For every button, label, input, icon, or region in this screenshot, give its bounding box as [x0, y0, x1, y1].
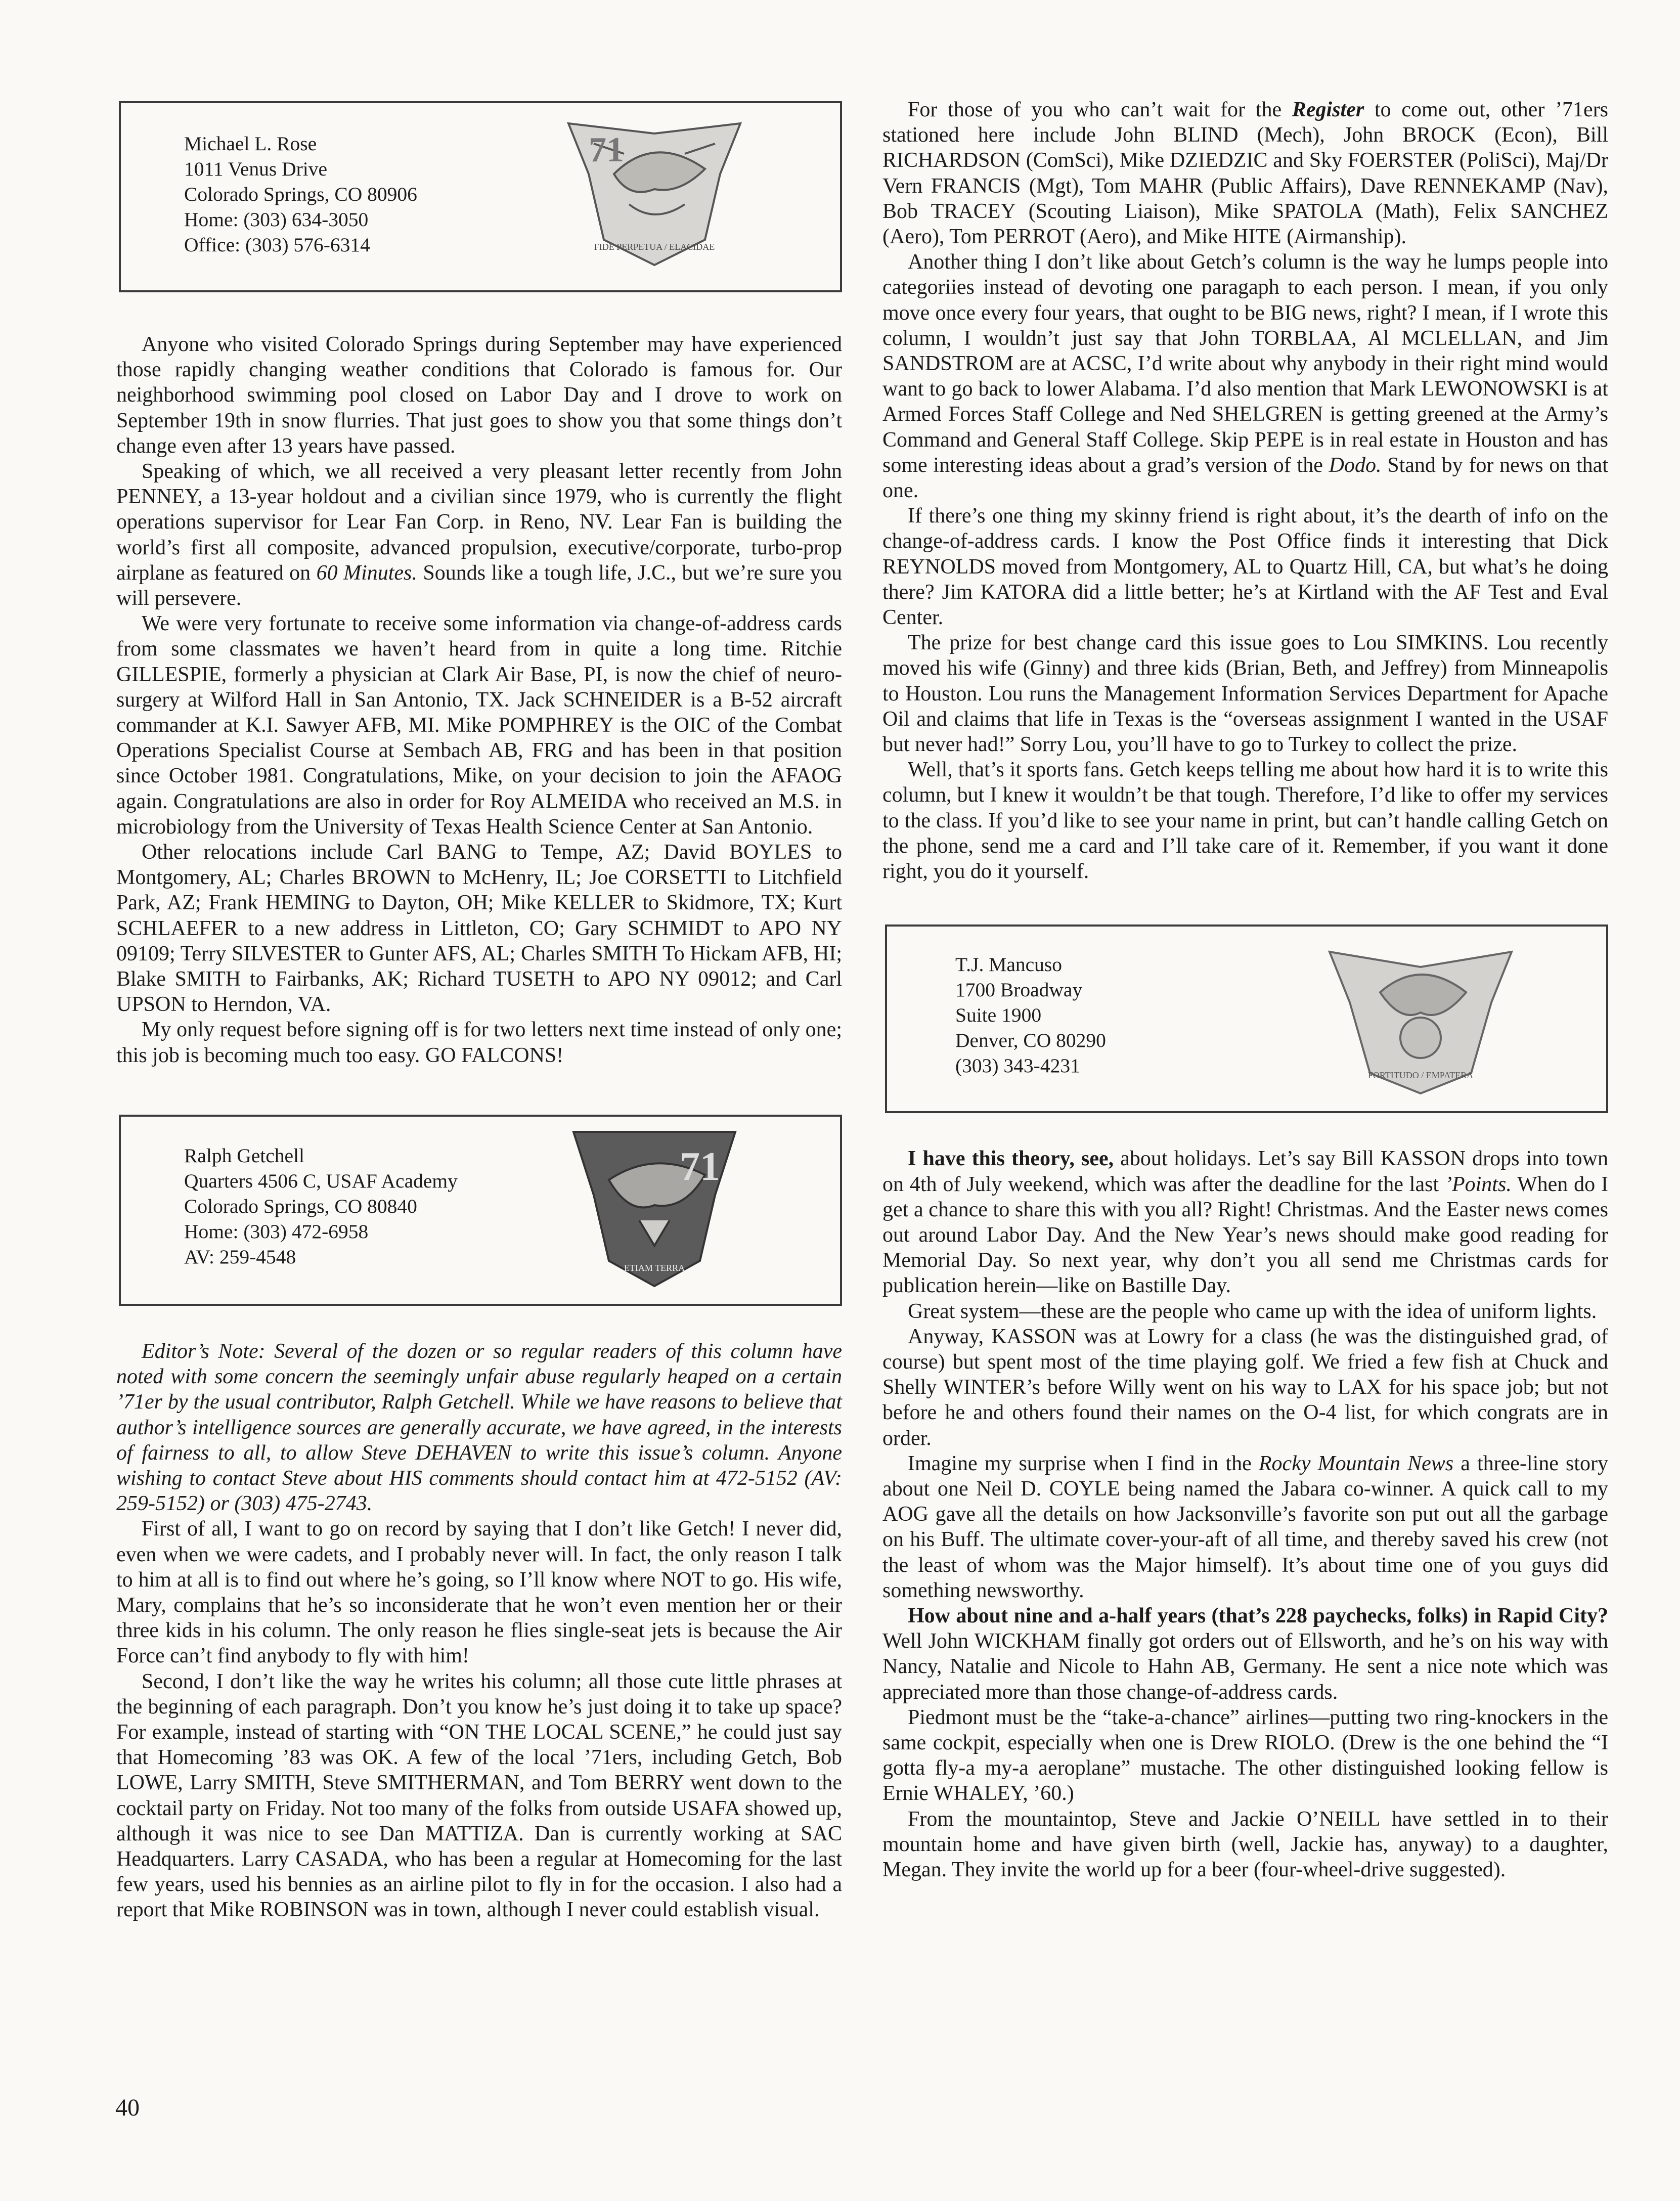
paragraph: Anyone who visited Colorado Springs during September may have experienced those rapidly changing weather conditions that Colorado is famous for. Our neighborhood swimming pool closed on Labor Day and I drove to work on September 19th in snow flurries. That just goes to show you that some things don’t change even after 13 years have passed.	[116, 333, 842, 458]
address-line: Colorado Springs, CO 80840	[184, 1195, 417, 1217]
paragraph: For those of you who can’t wait for the Register to come out, other ’71ers stationed here include John BLIND (Mech), John BROCK (Econ), Bill RICHARDSON (ComSci), Mike DZIEDZIC and Sky FOERSTER (PoliSci), Maj/Dr Vern FRANCIS (Mgt), Tom MAHR (Public Affairs), Dave RENNEKAMP (Nav), Bob TRACEY (Scouting Liaison), Mike SPATOLA (Math), Felix SANCHEZ (Aero), Tom PERROT (Aero), and Mike HITE (Airmanship).	[882, 98, 1609, 249]
address-line: Colorado Springs, CO 80906	[184, 183, 417, 205]
crest-motto: FORTITUDO / EMPATERA	[1367, 1070, 1474, 1081]
paragraph: The prize for best change card this issue goes to Lou SIMKINS. Lou recently moved his wife (Ginny) and three kids (Brian, Beth, and Jeffrey) from Minneapolis to Houston. Lou runs the Management Information Services Department for Apache Oil and claims that life in Texas is the “overseas assignment I wanted in the USAF but never had!” Sorry Lou, you’ll have to go to Turkey to collect the prize.	[882, 631, 1608, 757]
paragraph: Piedmont must be the “take-a-chance” airlines—putting two ring-knockers in the same cockpit, especially when one is Drew RIOLO. (Drew is the one behind the “I gotta fly-a my-a aeroplane” mustache. The other distinguished looking fellow is Ernie WHALEY, ’60.)	[882, 1705, 1608, 1806]
paragraph: Anyway, KASSON was at Lowry for a class (he was the distinguished grad, of course) but spent most of the time playing golf. We fried a few fish at Chuck and Shelly WINTER’s before Willy went on his way to LAX for his space job; but not before he and others found their names on the O-4 list, for which congrats are in order.	[882, 1325, 1608, 1450]
address-line: Denver, CO 80290	[955, 1029, 1106, 1052]
paragraph: From the mountaintop, Steve and Jackie O’NEILL have settled in to their mountain home and have given birth (well, Jackie has, anyway) to a daughter, Megan. They invite the world up for a beer (four-wheel-drive suggested).	[882, 1807, 1608, 1881]
address-line: Ralph Getchell	[184, 1144, 305, 1167]
address-mancuso	[955, 952, 1106, 1078]
page-number: 40	[115, 2094, 140, 2121]
paragraph: Second, I don’t like the way he writes his column; all those cute little phrases at the beginning of each paragraph. Don’t you know he’s just doing it to take up space? For example, instead of starting with “ON THE LOCAL SCENE,” he could just say that Homecoming ’83 was OK. A few of the local ’71ers, including Getch, Bob LOWE, Larry SMITH, Steve SMITHERMAN, and Tom BERRY went down to the cocktail party on Friday. Not too many of the folks from outside USAFA showed up, although it was nice to see Dan MATTIZA. Dan is currently working at SAC Headquarters. Larry CASADA, who has been a regular at Homecoming for the last few years, used his bennies as an airline pilot to fly in for the occasion. I also had a report that Mike ROBINSON was in town, although I never could establish visual.	[116, 1669, 842, 1922]
class-crest-image	[553, 113, 756, 275]
paragraph: How about nine and a-half years (that’s 228 paychecks, folks) in Rapid City? Well John WICKHAM finally got orders out of Ellsworth, and he’s on his way with Nancy, Natalie and Nicole to Hahn AB, Germany. He sent a nice note which was appreciated more than those change-of-address cards.	[882, 1604, 1608, 1704]
paragraph: First of all, I want to go on record by saying that I don’t like Getch! I never did, even when we were cadets, and I probably never will. In fact, the only reason I talk to him at all is to find out where he’s going, so I’ll know where NOT to go. His wife, Mary, complains that he’s so inconsiderate that he won’t even mention her or their three kids in his column. The only reason he flies single-seat jets is because the Air Force can’t find anybody to fly with him!	[116, 1517, 842, 1668]
address-line: AV: 259-4548	[184, 1245, 296, 1268]
address-line: Home: (303) 634-3050	[184, 208, 369, 231]
address-line: 1011 Venus Drive	[184, 158, 328, 180]
address-line: Office: (303) 576-6314	[184, 234, 370, 256]
address-line: Quarters 4506 C, USAF Academy	[184, 1169, 458, 1192]
paragraph: Another thing I don’t like about Getch’s column is the way he lumps people into categoriies instead of devoting one paragaph to each person. I mean, if you only move once every four years, that ought to be BIG news, right? I mean, if I wrote this column, I wouldn’t just say that John TORBLAA, Al MCLELLAN, and Jim SANDSTROM are at ACSC, I’d write about why anybody in their right mind would want to go back to lower Alabama. I’d also mention that Mark LEWONOWSKI is at Armed Forces Staff College and Ned SHELGREN is getting greened at the Army’s Command and General Staff College. Skip PEPE is in real estate in Houston and has some interesting ideas about a grad’s version of the Dodo. Stand by for news on that one.	[882, 250, 1608, 503]
left-column	[116, 96, 842, 1923]
editor-note: Editor’s Note: Several of the dozen or so regular readers of this column have noted with some concern the seemingly unfair abuse regularly heaped on a certain ’71er by the usual contributor, Ralph Getchell. While we have reasons to believe that author’s intelligence sources are generally accurate, we have agreed, in the interests of fairness to all, to allow Steve DEHAVEN to write this issue’s column. Anyone wishing to contact Steve about HIS comments should contact him at 472-5152 (AV: 259-5152) or (303) 475-2743.	[116, 1339, 842, 1516]
right-column	[882, 97, 1608, 1882]
paragraph: My only request before signing off is for two letters next time instead of only one; this job is becoming much too easy. GO FALCONS!	[116, 1018, 842, 1067]
address-line: Michael L. Rose	[184, 133, 317, 155]
crest-motto: FIDE PERPETUA / ELACIDAE	[594, 242, 715, 252]
address-line: Suite 1900	[955, 1004, 1042, 1027]
address-box-mancuso	[885, 925, 1608, 1113]
crest-year: 71	[680, 1144, 720, 1189]
address-box-getchell	[119, 1115, 842, 1306]
paragraph: We were very fortunate to receive some information via change-of-address cards from some classmates we haven’t heard from in quite a long time. Ritchie GILLESPIE, formerly a physician at Clark Air Base, PI, is now the chief of neuro-surgery at Wilford Hall in San Antonio, TX. Jack SCHNEIDER is a B-52 aircraft commander at K.I. Sawyer AFB, MI. Mike POMPHREY is the OIC of the Combat Operations Specialist Course at Sembach AB, FRG and has been in that position since October 1981. Congratulations, Mike, on your decision to join the AFAOG again. Congratulations are also in order for Roy ALMEIDA who received an M.S. in microbiology from the University of Texas Health Science Center at San Antonio.	[116, 612, 842, 839]
crest-year: 71	[589, 130, 624, 169]
address-line: T.J. Mancuso	[955, 953, 1063, 976]
crest-motto: ETIAM TERRA	[624, 1262, 685, 1273]
paragraph: Speaking of which, we all received a very pleasant letter recently from John PENNEY, a 13-year holdout and a civilian since 1979, who is currently the flight operations supervisor for Lear Fan Corp. in Reno, NV. Lear Fan is building the world’s first all composite, advanced propulsion, executive/corporate, turbo-prop airplane as featured on 60 Minutes. Sounds like a tough life, J.C., but we’re sure you will persevere.	[116, 460, 843, 610]
address-line: Home: (303) 472-6958	[184, 1220, 369, 1243]
paragraph: Imagine my surprise when I find in the Rocky Mountain News a three-line story about one Neil D. COYLE being named the Jabara co-winner. A quick call to my AOG gave all the details on how Jacksonville’s favorite son put out all the garbage on his Buff. The ultimate cover-your-aft of all time, and thereby saved his crew (not the least of whom was the Major himself). It’s about time one of you guys did something newsworthy.	[882, 1451, 1609, 1602]
paragraph: I have this theory, see, about holidays. Let’s say Bill KASSON drops into town on 4th of July weekend, which was after the deadline for the last ’Points. When do I get a chance to share this with you all? Right! Christmas. And the Easter news comes out around Labor Day. And the New Year’s news should make good reading for Memorial Day. So next year, why don’t you all send me Christmas cards for publication herein—like on Bastille Day.	[882, 1147, 1608, 1298]
address-line: (303) 343-4231	[955, 1054, 1080, 1077]
paragraph: Great system—these are the people who came up with the idea of uniform lights.	[908, 1299, 1597, 1323]
paragraph: Well, that’s it sports fans. Getch keeps telling me about how hard it is to write this column, but I knew it wouldn’t be that tough. Therefore, I’d like to offer my services to the class. If you’d like to see your name in print, but can’t handle calling Getch on the phone, send me a card and I’ll take care of it. Remember, if you want it done right, you do it yourself.	[882, 758, 1608, 884]
address-line: 1700 Broadway	[955, 979, 1083, 1001]
address-getchell	[184, 1143, 458, 1269]
paragraph: Other relocations include Carl BANG to Tempe, AZ; David BOYLES to Montgomery, AL; Charles BROWN to McHenry, IL; Joe CORSETTI to Litchfield Park, AZ; Frank HEMING to Dayton, OH; Mike KELLER to Skidmore, TX; Kurt SCHLAEFER to a new address in Littleton, CO; Gary SCHMIDT to APO NY 09109; Terry SILVESTER to Gunter AFS, AL; Charles SMITH To Hickam AFB, HI; Blake SMITH to Fairbanks, AK; Richard TUSETH to APO NY 09012; and Carl UPSON to Herndon, VA.	[116, 841, 842, 1017]
paragraph: If there’s one thing my skinny friend is right about, it’s the dearth of info on the change-of-address cards. I know the Post Office finds it interesting that Dick REYNOLDS moved from Montgomery, AL to Quartz Hill, CA, but what’s he doing there? Jim KATORA did a little better; he’s at Kirtland with the AF Test and Eval Center.	[882, 504, 1608, 630]
class-crest-image	[1319, 937, 1522, 1098]
class-crest-image	[553, 1124, 756, 1291]
address-rose	[184, 131, 417, 257]
address-box-rose	[119, 101, 842, 292]
